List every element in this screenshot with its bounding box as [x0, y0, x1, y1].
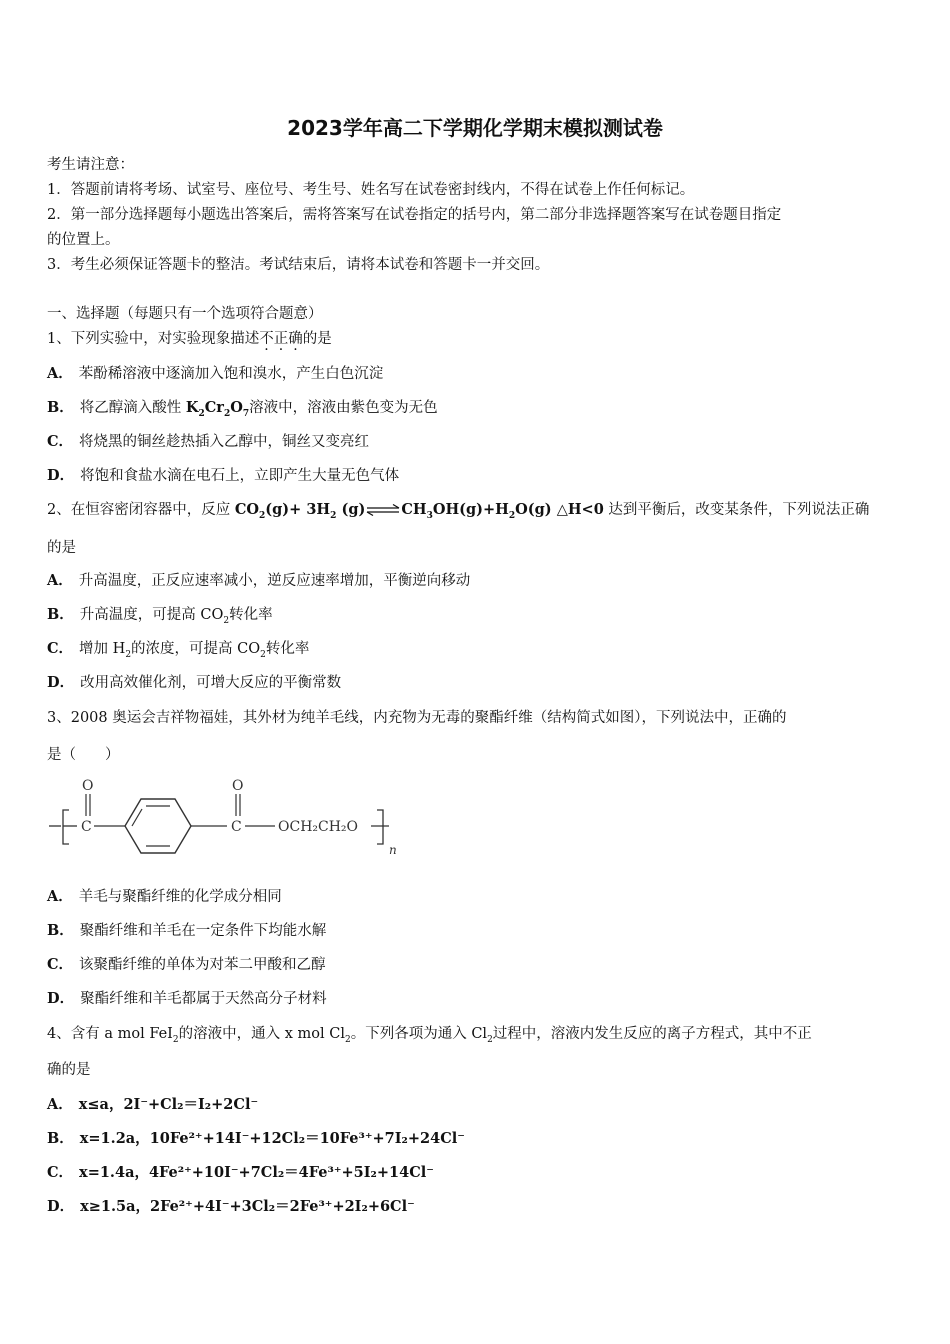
option-letter: D．: [47, 990, 75, 1007]
option-text: x=1.2a，10Fe²⁺+14I⁻+12Cl₂＝10Fe³⁺+7I₂+24Cl⁻: [79, 1130, 465, 1147]
q1-option-a: [47, 362, 383, 383]
q1-stem-emphasis: [259, 331, 303, 347]
option-letter: C．: [47, 433, 74, 450]
option-letter: D．: [47, 467, 75, 484]
q1-option-b: [47, 396, 438, 419]
q1-stem: [47, 327, 332, 348]
q2-stem-cont: 的是: [47, 540, 76, 556]
q2-stem: [47, 498, 869, 521]
option-text-pre: 增加 H: [79, 641, 126, 657]
repeat-n-label: n: [389, 843, 397, 857]
option-letter: C．: [47, 640, 74, 657]
oxygen-label-1: O: [82, 778, 94, 794]
oxygen-label-2: O: [232, 778, 244, 794]
option-letter: D．: [47, 1198, 75, 1215]
option-text: 该聚酯纤维的单体为对苯二甲酸和乙醇: [79, 957, 326, 973]
q1-stem-a: 1、下列实验中，对实验现象描述: [47, 331, 260, 347]
option-text-post: 转化率: [265, 641, 310, 657]
q2-option-a: [47, 569, 470, 590]
option-text: 将烧黑的铜丝趁热插入乙醇中，铜丝又变亮红: [79, 434, 370, 450]
option-text: 羊毛与聚酯纤维的化学成分相同: [78, 889, 282, 905]
q4-option-d: [47, 1195, 415, 1216]
option-text-post: 转化率: [229, 607, 273, 623]
notice-item-3: 3．考生必须保证答题卡的整洁。考试结束后，请将本试卷和答题卡一并交回。: [47, 257, 550, 273]
q2-option-d: [47, 671, 341, 692]
option-text-post: 溶液中，溶液由紫色变为无色: [249, 400, 438, 416]
q4-stem-pre: 4、含有 a mol FeI: [47, 1026, 173, 1042]
q4-stem-mid2: 。下列各项为通入 Cl: [350, 1026, 488, 1042]
notice-item-2-cont: 的位置上。: [47, 232, 120, 248]
option-text: 升高温度，正反应速率减小，逆反应速率增加，平衡逆向移动: [78, 573, 471, 589]
option-letter: A．: [47, 888, 73, 905]
section-heading: 一、选择题（每题只有一个选项符合题意）: [47, 306, 323, 322]
option-text: x≥1.5a，2Fe²⁺+4I⁻+3Cl₂＝2Fe³⁺+2I₂+6Cl⁻: [80, 1198, 415, 1215]
q4-stem-mid1: 的溶液中，通入 x mol Cl: [178, 1026, 345, 1042]
option-letter: B．: [47, 399, 74, 416]
q4-stem: 4、含有 a mol FeI$_2$的溶液中，通入 x mol $Cl_2$。下列各项为通入 $Cl_2$过程中，溶液内发生反应的离子方程式，其中不正: [47, 1026, 812, 1045]
q4-option-a: [47, 1093, 258, 1114]
option-text: 苯酚稀溶液中逐滴加入饱和溴水，产生白色沉淀: [78, 366, 384, 382]
page-title: 2023学年高二下学期化学期末模拟测试卷: [287, 116, 663, 140]
option-text: 将饱和食盐水滴在电石上，立即产生大量无色气体: [80, 468, 400, 484]
option-letter: C．: [47, 1164, 74, 1181]
option-text: 聚酯纤维和羊毛都属于天然高分子材料: [80, 991, 327, 1007]
option-text: x≤a，2I⁻+Cl₂＝I₂+2Cl⁻: [78, 1096, 259, 1113]
q1-stem-b: 的是: [302, 331, 332, 347]
q4-option-c: [47, 1161, 434, 1182]
option-letter: B．: [47, 606, 74, 623]
q2-stem-pre: 2、在恒容密闭容器中，反应: [47, 502, 235, 518]
option-text: 改用高效催化剂，可增大反应的平衡常数: [80, 675, 342, 691]
q1-option-d: [47, 464, 399, 485]
benzene-ring: [125, 799, 191, 853]
option-letter: A．: [47, 1096, 73, 1113]
q3-option-d: [47, 987, 327, 1008]
q4-stem-post: 过程中，溶液内发生反应的离子方程式，其中不正: [492, 1026, 812, 1042]
option-letter: A．: [47, 365, 73, 382]
q3-option-a: [47, 885, 282, 906]
option-letter: B．: [47, 1130, 74, 1147]
option-letter: C．: [47, 956, 74, 973]
q3-option-b: [47, 919, 326, 940]
notice-item-2: 2．第一部分选择题每小题选出答案后，需将答案写在试卷指定的括号内，第二部分非选择题答案写在试卷题目指定: [47, 207, 782, 223]
q2-equation: $CO_2(g)+ 3H_2$ (g) $CH_3OH(g)+H_2O(g)$ △H<0: [234, 501, 604, 521]
ethylene-glycol-chain-label: OCH₂CH₂O: [278, 819, 359, 835]
polyester-structure-diagram: [47, 772, 417, 862]
carbon-label-2: C: [231, 819, 242, 835]
emphasis-char: 正: [273, 331, 289, 347]
option-text-mid: 的浓度，可提高 CO: [131, 641, 261, 657]
q4-stem-cont: 确的是: [47, 1062, 91, 1078]
formula-k2cr2o7: $K_2Cr_2O_7$: [185, 399, 250, 419]
notice-heading: 考生请注意：: [47, 157, 134, 173]
option-text: 聚酯纤维和羊毛在一定条件下均能水解: [79, 923, 327, 939]
q3-stem: 3、2008 奥运会吉祥物福娃，其外材为纯羊毛线，内充物为无毒的聚酯纤维（结构简式如图），下列说法中，正确的: [47, 710, 787, 726]
option-letter: B．: [47, 922, 74, 939]
option-text: x=1.4a，4Fe²⁺+10I⁻+7Cl₂＝4Fe³⁺+5I₂+14Cl⁻: [79, 1164, 434, 1181]
equilibrium-arrow-icon: [365, 504, 401, 516]
q1-option-c: [47, 430, 369, 451]
option-letter: D．: [47, 674, 75, 691]
q2-option-c: C． 增加 $H_2$的浓度，可提高 $CO_2$转化率: [47, 640, 310, 660]
emphasis-char: 不: [259, 331, 274, 347]
notice-item-1: 1．答题前请将考场、试室号、座位号、考生号、姓名写在试卷密封线内，不得在试卷上作任何标记。: [47, 182, 695, 198]
option-text-pre: 将乙醇滴入酸性: [79, 400, 186, 416]
q3-stem-cont: 是（ ）: [47, 747, 120, 763]
q2-option-b: B． 升高温度，可提高 $CO_2$转化率: [47, 606, 273, 626]
emphasis-char: 确: [288, 331, 303, 347]
option-text-pre: 升高温度，可提高 CO: [79, 607, 224, 623]
q4-option-b: [47, 1127, 465, 1148]
carbon-label-1: C: [81, 819, 92, 835]
q2-stem-post: 达到平衡后，改变某条件，下列说法正确: [603, 502, 870, 518]
option-letter: A．: [47, 572, 73, 589]
q3-option-c: [47, 953, 326, 974]
